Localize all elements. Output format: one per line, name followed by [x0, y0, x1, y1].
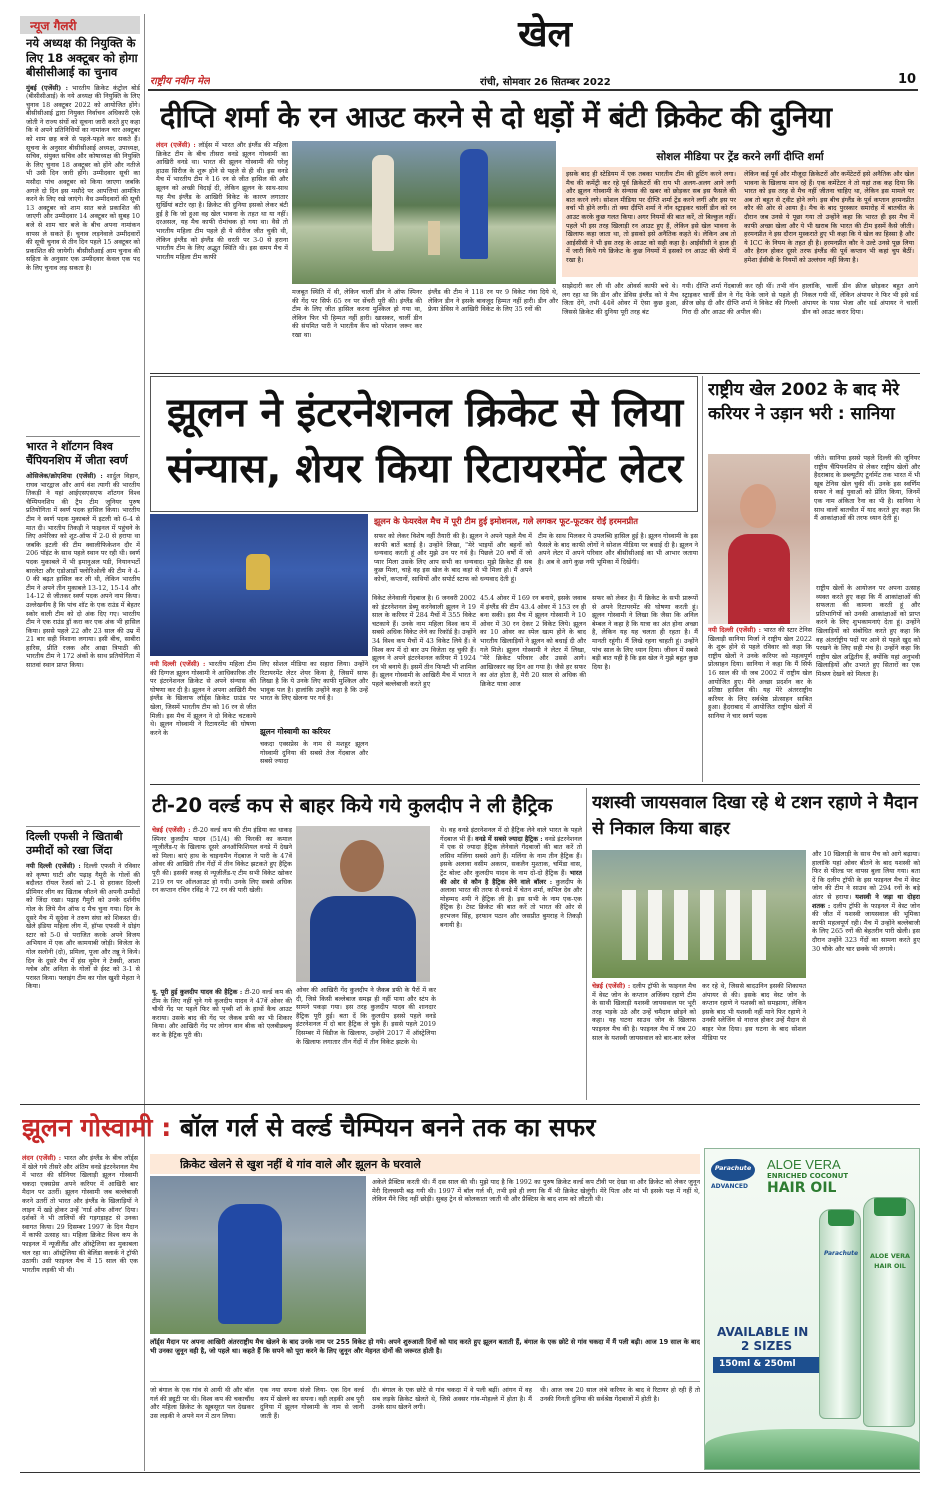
section-rule — [20, 1104, 920, 1105]
kuldeep-sub-2: वनडे में सबसे ज्यादा हैट्रिक : — [475, 834, 543, 843]
brand-name: Parachute — [714, 1164, 752, 1172]
advanced-badge: ADVANCED — [711, 1183, 749, 1190]
jhulan-col-4: सफर को लेकर विशेष नहीं तैयारी की है। झूलन ने अपने पहले मैच में काफी बातें बताई है। उन्होंने लिखा, "मेरे भाइयों और बहनों को धन्यवाद करती हूं और मुझे उन पर गर्व है। पिछले 20 वर्षों में जो प्यार मिला उसके लिए आप सभी का धन्यवाद। मुझे क्रिकेट ही सब कुछ मिला, चाहे वह इस खेल के बाद कहां से भी मिला हो। मैं अपने कोचों, कप्तानों, साथियों और सपोर्ट स्टाफ को धन्यवाद देती हूं। — [374, 532, 532, 583]
bottom-col-2: अकेले प्रैक्टिस करती थी। मैं दस साल की थी। मुझे याद है कि 1992 का पुरुष क्रिकेट वर्ल्ड कप टीवी पर देखा था और क्रिकेट को लेकर जुनून मेरी दिलचस्पी बढ़ गयी थी। 1997 में बॉल गर्ल थी, तभी इसे ही लगा कि मैं भी क्रिकेट खेलूंगी। मेरे पिता और मां भी इसके पक्ष में नहीं थे, लेकिन मैंने जिद नहीं छोड़ी। सुबह ट्रेन से कोलकाता जाती थी और प्रैक्टिस के बाद शाम को लौटती थी। — [372, 1178, 700, 1204]
kuldeep-col-text: टी-20 वर्ल्ड कप की टीम इंडिया का धाकड़ स्पिनर कुलदीप यादव (51/4) की फिरकी का कमाल न्यूजीलैंड-ए के खिलाफ दूसरे अनऑफिशियल वनडे में देखने को मिला। बाएं हाथ के चाइनामैन गेंदबाज ने पारी के 47वें ओवर की आखिरी तीन गेंदों में तीन विकेट झटकते हुए हैट्रिक पूरी की। इसकी वजह से न्यूजीलैंड-ए टीम सभी विकेट खोकर 219 रन पर ऑलआउट हो गयी। उनके लिए सबसे अधिक रन कप्तान रचिन रविंद्र ने 72 रन की पारी खेली। — [152, 826, 292, 895]
left-story-dateline: ओसिजेक/क्रोएशिया (एजेंसी) : — [26, 472, 103, 480]
career-text: चकदा एक्सप्रेस के नाम से मशहूर झूलन गोस्वामी दुनिया की सबसे तेज गेंदबाज और सबसे ज्यादा — [260, 740, 368, 766]
top-col-text: लॉर्ड्स में भारत और इंग्लैंड की महिला क्रिकेट टीम के बीच तीसरा वनडे झूलन गोस्वामी का आखिरी वनडे था। भारत की झूलन गोस्वामी की घरेलू हाउस सिरीज के शुरू होने से पहले से ही थी। इस वनडे मैच में भारतीय टीम ने 16 रन से जीत हासिल की और झूलन को अच्छी विदाई दी, लेकिन झूलन के साथ-साथ यह मैच इंग्लैंड के आखिरी विकेट के कारण लगातार सुर्खियां बटोर रहा है। क्रिकेट की दुनिया इसको लेकर बंटी हुई है कि जो हुआ वह खेल भावना के तहत था या नहीं। दरअसल, यह मैच काफी रोमांचक हो गया था। वैसे तो भारतीय महिला टीम पहले ही ये सीरीज जीत चुकी थी, लेकिन इंग्लैंड को इंग्लैंड की धरती पर 3-0 से हराना भारतीय टीम के लिए अद्भुत स्थिति थी। इस समय मैच में भारतीय महिला टीम काफी — [156, 141, 288, 261]
top-box-col-2: लेकिन कई पूर्व और मौजूदा क्रिकेटरों और कमेंटेटरों इसे अनैतिक और खेल भावना के खिलाफ मान रहे हैं। एक कमेंटेटर ने तो यहां तक कह दिया कि भारत को इस तरह से मैच नहीं जीतना चाहिए था, लेकिन इस मामले पर अब तो बहुत से ट्वीट होने लगे। इस बीच इंग्लैंड के पूर्व कप्तान हरमनप्रीत कौर की ओर से आया है। मैच के बाद पुरस्कार समारोह में बातचीत के दौरान जब उनसे ये पूछा गया तो उन्होंने कहा कि भारत ही इस मैच में काफी अच्छा खेला और ये भी खराब कि भारत की टीम इसमें कैसे जीती। हरमनप्रीत ने इस दौरान मुस्कराते हुए भी कहा कि ये खेल का हिस्सा है और ये ICC के नियम के तहत ही है। हरमनप्रीत कौर ने उल्टे उनसे पूछ लिया और हैरान होकर दूसरे तरफ इंग्लैंड की पूर्व कप्तान भी कहां चुप बैठीं। हमेशा ईसीबी के नियमों को उल्लंघन नहीं किया है। — [744, 170, 914, 264]
bottle-small — [819, 1209, 861, 1419]
kuldeep-col-2 — [152, 988, 292, 1100]
left-story-dateline: मुंबई (एजेंसी) : — [26, 83, 68, 92]
section-title: खेल — [518, 13, 572, 55]
team-celebration-photo — [150, 514, 368, 656]
jhulan-headline: झूलन ने इंटरनेशनल क्रिकेट से लिया संन्यास, शेयर किया रिटायरमेंट लेटर — [166, 390, 684, 492]
jhulan-dateline: नयी दिल्ली (एजेंसी) : — [150, 660, 206, 668]
umpire-figure — [372, 155, 394, 251]
kuldeep-col-text: कुलदीप के अलावा भारत की तरफ से वनडे में चेतन शर्मा, कपिल देव और मोहम्मद शमी ने हैट्रिक ली है। इस सभी के नाम एक-एक हैट्रिक है। टेस्ट क्रिकेट की बात करें तो भारत की ओर से हरभजन सिंह, इरफान पठान और जसप्रीत बुमराह ने तिकड़ी बनायी है। — [440, 877, 582, 929]
masthead-bar — [148, 71, 918, 91]
kuldeep-headline: टी-20 वर्ल्ड कप से बाहर किये गये कुलदीप ने ली हैट्रिक — [152, 794, 553, 817]
jhulan-figure — [218, 1204, 282, 1324]
bottom-caption-block — [150, 1338, 700, 1382]
jhulan-col-2: लिए सोशल मीडिया का सहारा लिया। उन्होंने रिटायरमेंट लेटर शेयर किया है, जिसमें साफ लिखा है कि ये उनके लिए काफी मुश्किल और भावुक पल है। हालांकि उन्होंने कहा है कि उन्हें भारत के लिए खेलना पर गर्व है। — [260, 660, 368, 703]
rahane-headline: यशस्वी जायसवाल दिखा रहे थे टशन रहाणे ने मैदान से निकाल किया बाहर — [592, 793, 918, 839]
player-group — [622, 890, 772, 960]
bottom-headline — [22, 1108, 702, 1148]
section-rule — [150, 373, 920, 374]
top-col-2: मजबूत स्थिति में थी, लेकिन चार्ली डीन ने ऑफ स्पिनर की गेंद पर सिर्फ 65 रन पर सेंचरी पूरी की। इंग्लैंड की टीम के लिए जीत हासिल करना मुश्किल हो गया था, लेकिन फिर भी हिम्मत नहीं हारी। खासकर, चार्ली डीन की संयमित पारी ने भारतीय कैंप को परेशान जरूर कर रखा था। — [292, 288, 422, 339]
left-story-body — [26, 472, 140, 670]
left-rule — [26, 826, 140, 827]
left-story-title: भारत ने शॉटगन विश्व चैंपियनशिप में जीता स्वर्ण — [26, 440, 128, 467]
jhulan-col-1 — [150, 660, 256, 780]
rahane-col-text: दलीप ट्रॉफी के फाइनल में वेस्ट जोन की जीत में यशस्वी जायसवाल की भूमिका काफी महत्वपूर्ण रही। मैच में उन्होंने बल्लेबाजी के लिए 265 रनों की बेहतरीन पारी खेली। इस दौरान उन्होंने 323 गेंदों का सामना करते हुए 30 चौके और चार छक्के भी लगाये। — [812, 901, 920, 953]
bottle-text: HAIR OIL — [874, 1262, 906, 1270]
left-story-text: दिल्ली एफसी ने रविवार को कृष्णा घाटी और पढ़ाह गैमुरी के गोलों की बदौलत रॉयल रेंजर्स को 2-1 से हराकर दिल्ली प्रीमियर लीग का खिताब जीतने की अपनी उम्मीदों को जिंदा रखा। पढ़ाह गैमुरी को उनके दर्शनीय गोल के लिये मैन ऑफ द मैच चुना गया। दिन के दूसरे मैच में सुदेवा ने तरुण संघा को शिकस्त दी। खेले इंडिया महिला लीग में, हॉप्स एफसी ने ग्रोइंग स्टार को 5-0 से पराजित करके अपने विजय अभियान में एक और कामयाबी जोड़ी। विजेता के गोल सलोनी (दो), प्रमिला, पूजा और तन्नू ने किये। दिन के दूसरे मैच में हंस वूमेन ने टेक्सी, आशा ग्लोब और अनिता के गोलों से ईस्ट को 3-1 से परास्त किया। फ्लाइंग टीम का गोल खुशी मेहता ने किया। — [26, 862, 140, 991]
column-divider — [702, 376, 703, 782]
bottom-col-6: थी। आज जब 20 साल लंबे करियर के बाद वे रिटायर हो रही हैं तो उनकी गिनती दुनिया की सर्वश्रेष्ठ गेंदबाजों में होती है। — [540, 1386, 700, 1403]
bottom-col-3: जो बंगाल के एक गांव से आयी थी और बॉल गर्ल की ड्यूटी पर थी। विश्व कप की चकाचौंध और महिला क्रिकेट के खूबसूरत पल देखकर उस लड़की ने अपने मन में ठान लिया। — [150, 1386, 254, 1420]
sania-face — [740, 484, 776, 528]
top-dateline: लंदन (एजेंसी) : — [156, 141, 196, 149]
column-divider — [586, 788, 587, 1100]
top-subhead: सोशल मीडिया पर ट्रेंड करने लगीं दीप्ति शर्मा — [656, 151, 824, 163]
top-col-5: गयी। दीप्ति शर्मा गेंदबाजी कर रही थीं। तभी नॉन स्ट्राइकर चार्ली डीन ने गेंद फेंके जाने से पहले ही क्रीज छोड़ दी और दीप्ति शर्मा ने विकेट की गिल्ली गिरा दी और आउट की अपील की। — [682, 282, 798, 316]
bottom-col-4: एक नया सपना संजो लिया- एक दिन वर्ल्ड कप में खेलने का सपना। वही लड़की अब पूरी दुनिया में झूलन गोस्वामी के नाम से जानी जाती हैं। — [260, 1386, 364, 1420]
sania-col-text: भारत की स्टार टेनिस खिलाड़ी सानिया मिर्जा ने राष्ट्रीय खेल 2022 के शुरू होने से पहले रविवार को कहा कि राष्ट्रीय खेलों ने उनके करियर को महत्वपूर्ण प्रोत्साहन दिया। सानिया ने कहा कि मैं सिर्फ 16 साल की थी जब 2002 में राष्ट्रीय खेल आयोजित हुए। मैंने अच्छा प्रदर्शन कर के प्रतिष्ठा हासिल की। यह मेरे अंतरराष्ट्रीय करियर के लिए सर्वश्रेष्ठ प्रोत्साहन साबित हुआ। हैदराबाद में आयोजित राष्ट्रीय खेलों में सानिया ने चार स्वर्ण पदक — [708, 626, 812, 720]
rahane-col-2: कर रहे थे, जिससे बादउनिन इसकी शिकायत अंपायर से की। इसके बाद वेस्ट जोन के कप्तान रहाणे ने यशस्वी को समझाया, लेकिन इसके बाद भी यशस्वी नहीं माने फिर रहाणे ने उनकी स्लेजिंग से नाराज होकर उन्हें मैदान से बाहर भेज दिया। इस घटना के बाद सोशल मीडिया पर — [702, 982, 806, 1042]
top-col-6: हालांकि, चार्ली डीन क्रीज छोड़कर बहुत आगे निकल गयी थीं, लेकिन अंपायर ने फिर भी इसे थर्ड अंपायर के पास भेजा और थर्ड अंपायर ने चार्ली डीन को आउट करार दिया। — [802, 282, 918, 316]
left-story-title: दिल्ली एफसी ने खिताबी उम्मीदों को रखा जिंदा — [26, 830, 123, 857]
kuldeep-sub-1: यू. पूरी हुई कुलदीप यादव की हैट्रिक : — [152, 988, 243, 996]
sania-col-2 — [708, 626, 812, 780]
rahane-photo — [592, 850, 806, 978]
jhulan-col-6: 45.4 ओवर में 169 रन बनाये, इसके जवाब में इंग्लैंड की टीम 43.4 ओवर में 153 रन ही बना सकी। इस मैच में झूलन गोस्वामी ने 10 ओवर में 30 रन देकर 2 विकेट लिये। झूलन का 10 ओवर का स्पेल खत्म होने के बाद भारतीय खिलाड़ियों ने झूलन को बधाई दी और गले मिले। झूलन गोस्वामी ने लेटर में लिखा, "मेरे क्रिकेट परिवार और उससे आगे। आखिरकार वह दिन आ गया है। जैसे हर सफर का अंत होता है, मेरी 20 साल से अधिक की क्रिकेट यात्रा आज — [480, 594, 586, 688]
top-highlight-box — [562, 167, 918, 277]
jhulan-col-7: सफर को लेकर है। मैं क्रिकेट के सभी प्रारूपों से अपने रिटायरमेंट की घोषणा करती हूं। झूलन गोस्वामी ने लिखा कि जैसा कि अनिल बेम्बल ने कहा है कि यात्रा का अंत होना अच्छा है, लेकिन यह यह चलता ही रहता है। मैं मानती रहूंगी। मैं लिखे रहना चाहती हूं। उन्होंने पांच साल के लिए ध्यान दिया। जीवन में सबसे बड़ी बात यही है कि इस खेल ने मुझे बहुत कुछ दिया है। — [592, 594, 698, 671]
sania-col-3: राष्ट्रीय खेलों के आयोजन पर अपना उत्साह व्यक्त करते हुए कहा कि मैं आकांक्षाओं की सफलता की कामना करती हूं और प्रतिभागियों को उनकी आकांक्षाओं को प्राप्त करने के लिए शुभकामनाएं देता हूं। उन्होंने खिलाड़ियों को संबोधित करते हुए कहा कि वह अंतर्राष्ट्रीय पदों पर आने से पहले खुद को परखने के लिए सही मंच है। उन्होंने कहा कि राष्ट्रीय खेल अद्वितीय हैं, क्योंकि यहां अनुभवी खिलाड़ियों और उभरते हुए सितारों का एक मिश्रण देखने को मिलता है। — [816, 584, 920, 678]
kuldeep-col-4 — [440, 826, 582, 1100]
left-rule — [26, 436, 140, 437]
left-story-body — [26, 862, 140, 991]
top-col-4: साझेदारी कर ली थी और ओवर्स काफी बचे थे। लग रहा था कि डीन और डेविस इंग्लैंड को ये मैच जिता देंगे, तभी 44वें ओवर में ऐसा कुछ हुआ, जिससे क्रिकेट की दुनिया पूरी तरह बंट — [562, 282, 678, 316]
sania-headline: राष्ट्रीय खेल 2002 के बाद मेरे करियर ने उड़ान भरी : सानिया — [708, 380, 900, 424]
rahane-sub: यशस्वी ने जड़ा था दोहरा शतक : — [812, 892, 920, 910]
ad-line-3: HAIR OIL — [767, 1180, 837, 1196]
kuldeep-col-3: ओवर की आखिरी गेंद कुलदीप ने जैकब डफी के पैरों में कर दी, जिसे किसी बल्लेबाज समझ ही नहीं पाया और स्टंप के सामने पकड़ा गया। इस तरह कुलदीप यादव की शानदार हैट्रिक पूरी हुई। बता दें कि कुलदीप इससे पहले वनडे इंटरनेशनल में दो बार हैट्रिक ले चुके हैं। इससे पहले 2019 दिसम्बर में विंडीज के खिलाफ, उन्होंने 2017 में ऑस्ट्रेलिया के खिलाफ लगातार तीन गेंदों में तीन विकेट झटके थे। — [296, 986, 436, 1046]
kuldeep-jersey — [310, 896, 416, 982]
jhulan-bowling-photo — [150, 1176, 366, 1334]
ad-volumes: 150ml & 250ml — [719, 1359, 796, 1369]
bottle-text: ALOE VERA — [870, 1252, 910, 1260]
rahane-col-text: दलीप ट्रॉफी के फाइनल मैच में वेस्ट जोन के कप्तान अजिंक्य रहाणे टीम के साथी खिलाड़ी यशस्वी जायसवाल पर भूरी तरह भड़के उठे और उन्हें चमैदान छोड़ने को कहा। यह घटना साउथ जोन के खिलाफ फाइनल मैच की है। फाइनल मैच में जब 20 साल के यशस्वी जायसवाल को बार-बार स्लेज — [592, 982, 696, 1042]
ad-line-1: ALOE VERA — [767, 1157, 841, 1172]
section-rule — [150, 784, 920, 785]
parachute-logo — [711, 1159, 755, 1181]
bottle-large — [863, 1197, 915, 1427]
top-col-3: इंग्लैंड की टीम ने 118 रन पर 9 विकेट गंवा दिये थे, लेकिन डीन ने इसके बावजूद हिम्मत नहीं हारी। डीन और फ्रेया डेविस ने आखिरी विकेट के लिए 35 रनों की — [428, 288, 558, 314]
kuldeep-photo — [296, 826, 430, 982]
player-figure — [460, 149, 488, 259]
aloe-leaves — [705, 1429, 920, 1470]
bottom-dateline: लंदन (एजेंसी) : — [22, 1154, 62, 1162]
sania-dress — [728, 534, 790, 624]
sania-photo — [708, 454, 810, 624]
news-gallery-label — [20, 16, 140, 34]
left-story-1 — [26, 36, 140, 434]
rahane-col-1 — [592, 982, 696, 1100]
bottom-col-5: दी। बंगाल के एक छोटे से गांव चकदा में वे पली बढ़ीं। आंगन में वह सब लड़के क्रिकेट खेलते थे, जिसे अक्सर गांव-मोहल्ले में होता है। मैं उनके साथ खेलने लगी। — [372, 1386, 532, 1412]
kuldeep-col-text: टी-20 वर्ल्ड कप की टीम के लिए नहीं चुने गये कुलदीप यादव ने 47वें ओवर की चौथी गेंद पर पहले फिर को पृथ्वी शॉ के हाथों कैच आउट कराया। उसके बाद की गेंद पर जैकब डफी का भी शिकार किया। और आखिरी गेंद पर लोगन वान बीक को एलबीडब्ल्यू कर के हैट्रिक पूरी की। — [152, 988, 292, 1039]
stumps — [428, 221, 440, 255]
ad-line-2: ENRICHED COCONUT — [767, 1172, 849, 1180]
page-number: 10 — [898, 72, 917, 87]
news-gallery-text: न्यूज गैलरी — [30, 19, 77, 33]
kuldeep-col-1 — [152, 826, 292, 986]
jhulan-subhead: झूलन के फेयरवेल मैच में पूरी टीम हुई इमोशनल, गले लगकर फूट-फूटकर रोईं हरमनप्रीत — [374, 516, 638, 526]
paper-name: राष्ट्रीय नवीन मेल — [150, 76, 210, 87]
ad-available: AVAILABLE IN — [717, 1325, 809, 1339]
place-date: रांची, सोमवार 26 सितम्बर 2022 — [480, 77, 611, 88]
trophy — [246, 554, 270, 590]
sania-dateline: नयी दिल्ली (एजेंसी) : — [708, 626, 762, 634]
top-box-col-1: इसके बाद ही स्टेडियम में एक तबका भारतीय टीम की हूटिंग करने लगा। मैच की कमेंट्री कर रहे पूर्व क्रिकेटरों की राय भी अलग-अलग आने लगी और झूलन गोस्वामी के संन्यास की खबर को छोड़कर सब इस फैसले की बात करने लगे। सोशल मीडिया पर दीप्ति शर्मा ट्रेंड करने लगीं और इस पर वर्चा भी होने लगी। तो क्या दीप्ति शर्मा ने नॉन स्ट्राइकर चार्ली डीन को रन आउट करके कुछ गलत किया। अगर नियमों की बात करें, तो बिल्कुल नहीं। पहले भी इस तरह खिलाड़ी रन आउट हुए हैं, लेकिन इसे खेल भावना के खिलाफ कहा जाता था, तो इसको इसे अनैतिक कहते थे। लेकिन अब तो आईसीसी ने भी इस तरह के आउट को सही कहा है। आईसीसी ने हाल ही में जारी किये गये क्रिकेट के कुछ नियमों में इसको रन आउट की श्रेणी में रखा है। — [566, 170, 736, 264]
jhulan-col-5: टीम के साथ मिलकर ये उपलब्धि हासिल हुई है। झूलन गोस्वामी के इस फैसले के बाद काफी लोगों ने सोशल मीडिया पर बधाई दी है। झूलन ने अपने लेटर में अपने परिवार और बीसीसीआई का भी आभार जताया है। अब वे आगे कुछ नयी भूमिका में दिखेंगी। — [538, 532, 698, 566]
kuldeep-dateline: चेन्नई (एजेंसी) : — [152, 826, 191, 834]
sania-col-1: जीते। सानिया इससे पहले दिल्ली की जूनियर राष्ट्रीय चैंपियनशिप से लेकर राष्ट्रीय खेलों और हैदराबाद के डब्ल्यूटीए टूर्नामेंट तक भारत में भी खूब टेनिस खेल चुकी थीं। उनके इस स्वर्णिम सफर ने कई युवाओं को प्रेरित किया, जिनमें एक नाम अंकिता रैना का भी है। सानिया ने साथ वालों बातचीत में याद करते हुए कहा कि मैं आकांक्षाओं की तरफ ध्यान देती हूं। — [814, 454, 920, 523]
bottle-brand: Parachute — [823, 1250, 859, 1257]
left-story-text: शार्दुल विहान, राघव भारद्वाज और आर्य वंश त्यागी की भारतीय तिकड़ी ने यहां आईएसएसएफ शॉटगन विश्व चैम्पियनशिप की ट्रैप टीम जूनियर पुरुष प्रतियोगिता में स्वर्ण पदक हासिल किया। भारतीय टीम ने स्वर्ण पदक मुकाबले में इटली को 6-4 से मात दी। भारतीय तिकड़ी ने फाइनल में पहुंचने के लिए अमेरिका को शूट-ऑफ में 2-0 से हराया था जबकि इटली की टीम क्वालीफिकेशन दौर में 206 पॉइंट के साथ पहले स्थान पर रही थी। स्वर्ण पदक मुकाबले में भी इमानुअल पडी, नियानभर्टो बारलेटा और एडोआर्डो फ्लोरिओली की टीम ने 4-0 की बढ़त हासिल कर ली थी, लेकिन भारतीय टीम ने अपने तीन मुकाबले 13-12, 15-14 और 14-12 से जीतकर स्वर्ण पदक अपने नाम किया। उल्लेखनीय है कि पांच शॉट के एक राउंड में बेहतर स्कोर वाली टीम को दो अंक दिए गए। भारतीय टीम ने एक राउंड ड्रॉ करा कर एक अंक भी हासिल किया। इससे पहले 22 और 23 साल की उम्र में 21 बार सही निशाना लगाया। इसी बीच, साबीरा हारिस, प्रीति रजक और आद्या त्रिपाठी की भारतीय टीम ने 172 अंकों के साथ प्रतियोगिता में सातवां स्थान प्राप्त किया। — [26, 472, 140, 670]
left-story-3 — [26, 830, 140, 1140]
kuldeep-sub-3: भारत की ओर से कौन है हैट्रिक लेने वाले बॉलर : — [440, 868, 582, 886]
bottom-col-text: भारत और इंग्लैंड के बीच लॉर्ड्स में खेले गये तीसरे और अंतिम वनडे इंटरनेशनल मैच में भारत की सीनियर खिलाड़ी झूलन गोस्वामी चकदा एक्सप्रेस अपने करियर में आखिरी बार मैदान पर उतरीं। झूलन गोस्वामी जब बल्लेबाजी करने उतरीं तो भारत और इंग्लैंड के खिलाड़ियों ने लाइन में खड़े होकर उन्हें 'गार्ड ऑफ ऑनर' दिया। दर्शकों ने भी तालियों की गड़गड़ाहट से उनका स्वागत किया। 29 दिसम्बर 1997 के दिन मैदान में काफी उत्साह था। महिला क्रिकेट विश्व कप के फाइनल में न्यूजीलैंड और ऑस्ट्रेलिया का मुकाबला चल रहा था। ऑस्ट्रेलिया की बेलिंडा क्लार्क ने ट्रॉफी उठायी। उसी फाइनल मैच में 15 साल की एक भारतीय लड़की भी थी। — [22, 1154, 138, 1274]
jhulan-col-3: विकेट लेनेवाली गेंदबाज है। 6 जनवरी 2002 को इंटरनेशनल डेब्यू करनेवाली झूलन ने 19 साल के करियर में 284 मैचों में 355 विकेट चटकाये हैं। उनके नाम महिला विश्व कप में सबसे अधिक विकेट लेने का रिकॉर्ड है। उन्होंने 34 विश्व कप मैचों में 43 विकेट लिये हैं। वे विश्व कप में दो बार उप विजेता रह चुकी हैं। झूलन ने अपने इंटरनेशनल करियर में 1924 रन भी बनाये हैं। इसमें तीन फिफ्टी भी शामिल हैं। झूलन गोस्वामी के आखिरी मैच में भारत ने पहले बल्लेबाजी करते हुए — [372, 594, 476, 688]
top-headline: दीप्ति शर्मा के रन आउट करने से दो धड़ों में बंटी क्रिकेट की दुनिया — [160, 100, 832, 134]
parachute-ad[interactable] — [704, 1148, 920, 1470]
bottom-caption-text: लॉर्ड्स मैदान पर अपना आखिरी अंतरराष्ट्रीय मैच खेलने के बाद उनके नाम पर 255 विकेट हो गये। अपने शुरुआती दिनों को याद करते हुए झूलन बताती हैं, बंगाल के एक छोटे से गांव चकदा में मैं पली बढ़ी। आज 19 साल के बाद भी उनका जुनून वही है, जो पहले था। कहते हैं कि सपने को पूरा करने के लिए जुनून और मेहनत दोनों की जरूरत होती है। — [150, 1338, 700, 1355]
career-label: झूलन गोस्वामी का करियर — [260, 727, 331, 736]
top-col-1 — [156, 141, 288, 369]
jhulan-col-text: भारतीय महिला टीम की दिग्गज झूलन गोस्वामी ने आधिकारिक तौर पर इंटरनेशनल क्रिकेट से अपने संन्यास की घोषणा कर दी है। झूलन ने अपना आखिरी मैच इंग्लैंड के खिलाफ लॉर्ड्स क्रिकेट ग्राउंड पर खेला, जिसमें भारतीय टीम को 16 रन से जीत मिली। इस मैच में झूलन ने दो विकेट चटकाये थे। झूलन गोस्वामी ने रिटायरमेंट की घोषणा करने के — [150, 660, 256, 737]
ad-volume-bar — [713, 1357, 819, 1373]
bottle-cap — [828, 1209, 854, 1226]
page-bottom-rule — [20, 1472, 920, 1473]
rahane-dateline: चेन्नई (एजेंसी) : — [592, 982, 631, 990]
bottom-subhead-box — [150, 1154, 700, 1174]
left-divider — [144, 14, 145, 1471]
jhulan-headline-block — [150, 376, 698, 512]
left-story-body — [26, 84, 140, 273]
bottom-headline-name: झूलन गोस्वामी : — [22, 1113, 172, 1142]
bottom-headline-rest: बॉल गर्ल से वर्ल्ड चैम्पियन बनने तक का सफर — [179, 1113, 596, 1142]
ad-sizes: 2 SIZES — [741, 1339, 793, 1353]
rahane-col-3 — [812, 850, 920, 1100]
left-story-text: भारतीय क्रिकेट कंट्रोल बोर्ड (बीसीसीआई) के नये अध्यक्ष की नियुक्ति के लिए चुनाव 18 अक्टूबर 2022 को आयोजित होंगे। बीसीसीआई द्वारा नियुक्त निर्वाचन अधिकारी एके जोती ने राज्य संघों को सूचना जारी करते हुए कहा कि वे अपने प्रतिनिधियों का नामांकन चार अक्टूबर को शाम छह बजे से पहले-पहले कर सकते हैं। सूचना के अनुसार बीसीसीआई अध्यक्ष, उपाध्यक्ष, सचिव, संयुक्त सचिव और कोषाध्यक्ष की नियुक्ति के लिए चुनाव 18 अक्टूबर को होंगे और नतीजे भी उसी दिन जारी होंगे। उम्मीदवार सूची का मसौदा पांच अक्टूबर को किया जाएगा जबकि अगले दो दिन इस मसौदे पर आपत्तियां आमंत्रित करने के लिए रखे जाएंगे। वैध उम्मीदवारों की सूची 13 अक्टूबर को शाम सात बजे प्रकाशित की जाएगी और उम्मीदवार 14 अक्टूबर को सुबह 10 बजे से शाम चार बजे के बीच अपना नामांकन वापस ले सकते हैं। चुनाव लड़नेवाले उम्मीदवारों की सूची चुनाव से तीन दिन पहले 15 अक्टूबर को प्रकाशित की जायेगी। बीसीसीआई आम चुनाव की सहिता के अनुसार एक उम्मीदवार केवल एक पद के लिए चुनाव लड़ सकता है। — [26, 83, 140, 272]
rahane-col-text: और 10 खिलाड़ी के साथ मैच को आगे बढ़ाया। हालांकि यहां ओवर बीतने के बाद यशस्वी को फिर से फील्ड पर वापस बुला लिया गया। बता दें कि दलीप ट्रॉफी के इस फाइनल मैच में वेस्ट जोन की टीम ने साउथ को 294 रनों के बड़े अंतर से हराया। — [812, 850, 920, 901]
left-story-title: नये अध्यक्ष की नियुक्ति के लिए 18 अक्टूबर को होगा बीसीसीआई का चुनाव — [26, 36, 138, 79]
left-story-dateline: नयी दिल्ली (एजेंसी) : — [26, 862, 81, 870]
left-story-2 — [26, 440, 140, 822]
kuldeep-face — [340, 840, 384, 892]
kuldeep-col-text: वनडे इंटरनेशनल में एक से ज्यादा हैट्रिक लेनेवाले गेंदबाजों की बात करें तो लसिथ मलिंगा सबसे आगे हैं। मलिंगा के नाम तीन हैट्रिक हैं। इसके अलावा वसीम अकरम, सकलैन मुश्ताक, चमिंडा वास, ट्रेंट बोल्ट और कुलदीप यादव के नाम दो-दो हैट्रिक हैं। — [440, 834, 582, 877]
deepti-runout-photo — [292, 141, 556, 284]
kuldeep-col-text: थे। वह वनडे इंटरनेशनल में दो हैट्रिक लेने वाले भारत के पहले गेंदबाज भी हैं। — [440, 826, 582, 843]
bottom-subhead: क्रिकेट खेलने से खुश नहीं थे गांव वाले और झूलन के घरवाले — [180, 1158, 421, 1171]
bottom-col-1 — [22, 1154, 138, 1470]
bottle-cap — [874, 1197, 906, 1216]
